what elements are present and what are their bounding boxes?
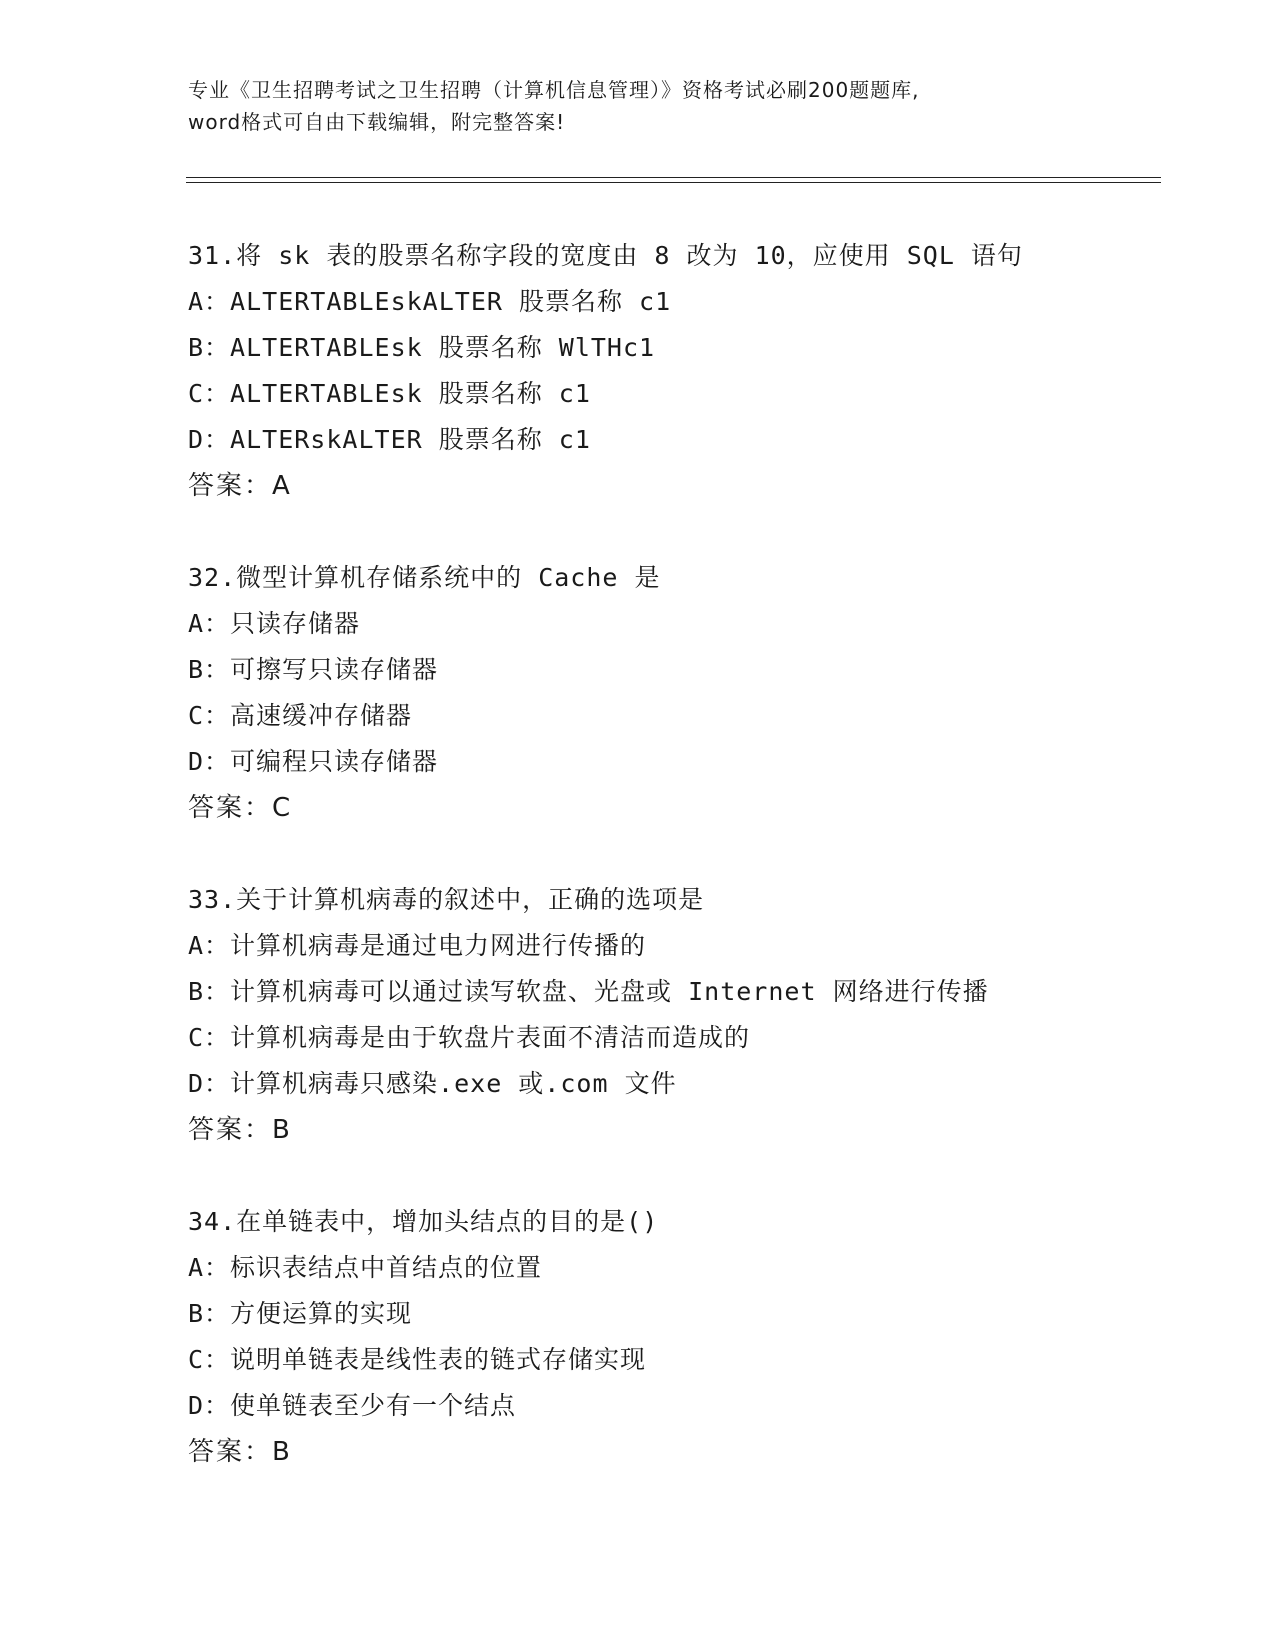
- question-text: 34.在单链表中，增加头结点的目的是(): [188, 1207, 659, 1236]
- option-c: C：说明单链表是线性表的链式存储实现: [188, 1345, 647, 1374]
- option-a: A：只读存储器: [188, 609, 361, 638]
- answer: 答案：A: [188, 471, 292, 501]
- question-text: 31.将 sk 表的股票名称字段的宽度由 8 改为 10，应使用 SQL 语句: [188, 241, 1023, 270]
- option-d: D：计算机病毒只感染.exe 或.com 文件: [188, 1069, 677, 1098]
- option-c: C：ALTERTABLEsk 股票名称 c1: [188, 379, 591, 408]
- question-text: 33.关于计算机病毒的叙述中，正确的选项是: [188, 885, 705, 914]
- option-d: D：可编程只读存储器: [188, 747, 439, 776]
- answer: 答案：C: [188, 793, 293, 823]
- option-b: B：ALTERTABLEsk 股票名称 WlTHc1: [188, 333, 656, 362]
- option-c: C：高速缓冲存储器: [188, 701, 413, 730]
- header-line-2: word格式可自由下载编辑，附完整答案!: [188, 110, 566, 134]
- answer: 答案：B: [188, 1437, 292, 1467]
- option-a: A：ALTERTABLEskALTER 股票名称 c1: [188, 287, 672, 316]
- option-d: D：使单链表至少有一个结点: [188, 1391, 517, 1420]
- option-b: B：计算机病毒可以通过读写软盘、光盘或 Internet 网络进行传播: [188, 977, 989, 1006]
- document-header: [188, 74, 1088, 138]
- option-c: C：计算机病毒是由于软盘片表面不清洁而造成的: [188, 1023, 751, 1052]
- option-b: B：方便运算的实现: [188, 1299, 413, 1328]
- option-a: A：计算机病毒是通过电力网进行传播的: [188, 931, 647, 960]
- option-b: B：可擦写只读存储器: [188, 655, 439, 684]
- question-33: [188, 877, 1188, 1153]
- question-list: [188, 233, 1188, 1521]
- option-d: D：ALTERskALTER 股票名称 c1: [188, 425, 591, 454]
- question-text: 32.微型计算机存储系统中的 Cache 是: [188, 563, 661, 592]
- header-divider: [186, 177, 1161, 183]
- option-a: A：标识表结点中首结点的位置: [188, 1253, 543, 1282]
- answer: 答案：B: [188, 1115, 292, 1145]
- header-line-1: 专业《卫生招聘考试之卫生招聘（计算机信息管理）》资格考试必刷200题题库,: [188, 78, 920, 102]
- question-32: [188, 555, 1188, 831]
- question-31: [188, 233, 1188, 509]
- question-34: [188, 1199, 1188, 1475]
